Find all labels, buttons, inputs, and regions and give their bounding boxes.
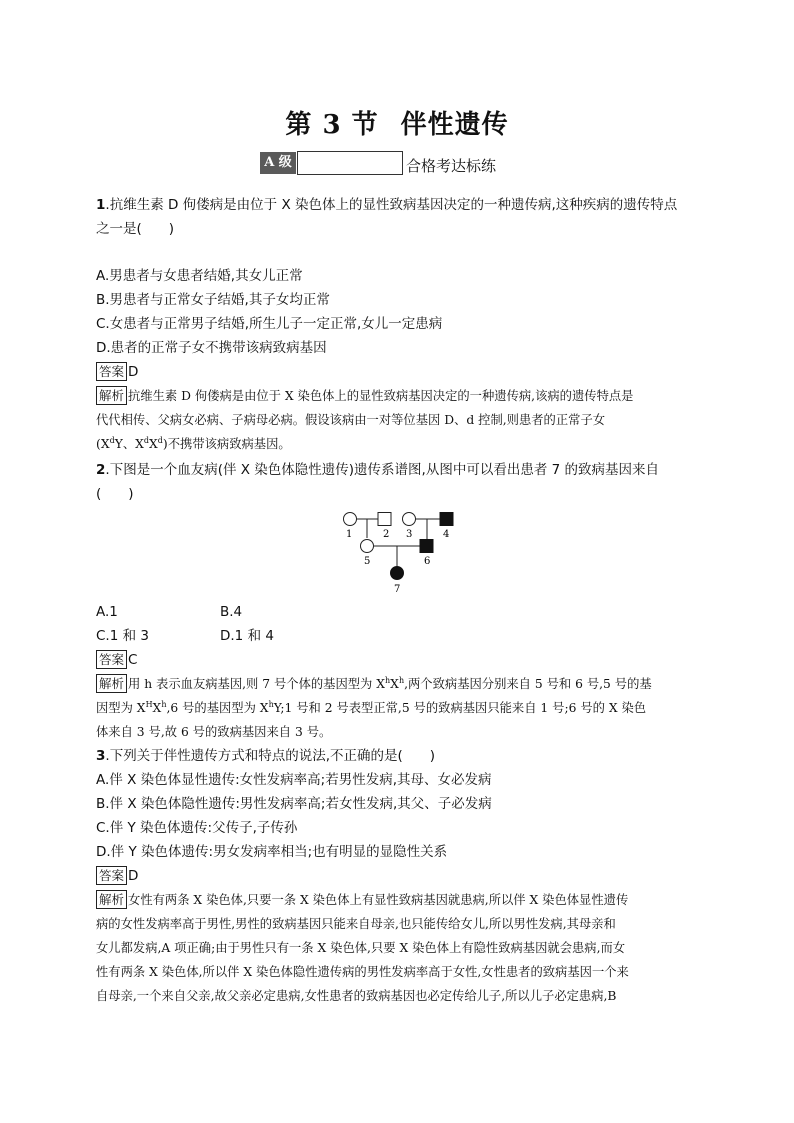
q1-analysis-line1: 解析 抗维生素 D 佝偻病是由位于 X 染色体上的显性致病基因决定的一种遗传病,该病的遗传特点是 [96, 384, 633, 408]
q3-option-c: C.伴 Y 染色体遗传:父传子,子传孙 [96, 820, 298, 836]
q3-option-b: B.伴 X 染色体隐性遗传:男性发病率高;若女性发病,其父、子必发病 [96, 796, 492, 812]
q1-answer [96, 360, 138, 384]
q2-option-c: C.1 和 3 [96, 628, 149, 644]
individual-7-female-affected [391, 567, 404, 580]
q3-number: 3 [96, 748, 106, 764]
q3-analysis-line3: 女儿都发病,A 项正确;由于男性只有一条 X 染色体,只要 X 染色体上有隐性致病基因就会患病,而女 [96, 941, 626, 955]
q1-option-b: B.男患者与正常女子结婚,其子女均正常 [96, 292, 330, 308]
individual-5-female-normal [361, 540, 374, 553]
q3-answer [96, 864, 138, 888]
q1-option-a: A.男患者与女患者结婚,其女儿正常 [96, 268, 303, 284]
q2-answer [96, 648, 137, 672]
q3-stem: 3.下列关于伴性遗传方式和特点的说法,不正确的是( ) [96, 748, 436, 764]
individual-4-male-affected [440, 513, 453, 526]
q2-stem-line1: 2.下图是一个血友病(伴 X 染色体隐性遗传)遗传系谱图,从图中可以看出患者 7 的致病基因来自 [96, 462, 660, 478]
q1-option-c: C.女患者与正常男子结婚,所生儿子一定正常,女儿一定患病 [96, 316, 443, 332]
pedigree-label-3: 3 [406, 529, 413, 540]
page-title [0, 104, 794, 141]
q2-option-b: B.4 [220, 604, 243, 620]
q2-analysis-line2: 因型为 $X^HX^h,6$ 号的基因型为 $X^hY;1$ 号和 2 号表型正常,5 号的致病基因只能来自 1 号;6 号的 X 染色 [96, 699, 647, 715]
q1-stem-line1: 1.抗维生素 D 佝偻病是由位于 X 染色体上的显性致病基因决定的一种遗传病,这种疾病的遗传特点 [96, 197, 678, 213]
q2-options-row2 [96, 624, 274, 648]
section-number: 第 3 节 [285, 110, 379, 140]
q1-analysis-line2: 代代相传、父病女必病、子病母必病。假设该病由一对等位基因 D、d 控制,则患者的正常子女 [96, 413, 606, 427]
q3-analysis-line1: 解析 女性有两条 X 染色体,只要一条 X 染色体上有显性致病基因就患病,所以伴 X 染色体显性遗传 [96, 888, 628, 912]
analysis-tag: 解析 [96, 674, 127, 693]
q3-analysis-line4: 性有两条 X 染色体,所以伴 X 染色体隐性遗传病的男性发病率高于女性,女性患者的致病基因一个来 [96, 965, 629, 979]
pedigree-label-7: 7 [394, 584, 401, 595]
q2-option-a: A.1 [96, 604, 118, 620]
analysis-tag: 解析 [96, 890, 127, 909]
q1-option-d: D.患者的正常子女不携带该病致病基因 [96, 340, 327, 356]
individual-3-female-normal [403, 513, 416, 526]
q1-stem-line2: 之一是( ) [96, 221, 175, 237]
q3-analysis-line5: 自母亲,一个来自父亲,故父亲必定患病,女性患者的致病基因也必定传给儿子,所以儿子必定患病,B [96, 989, 617, 1003]
answer-tag: 答案 [96, 362, 127, 381]
level-score-box [297, 151, 403, 175]
pedigree-label-4: 4 [443, 529, 450, 540]
pedigree-label-6: 6 [424, 556, 431, 567]
analysis-tag: 解析 [96, 386, 127, 405]
level-label: 合格考达标练 [406, 157, 497, 175]
q2-answer-value: C [128, 652, 138, 668]
pedigree-label-5: 5 [364, 556, 371, 567]
q1-analysis-line3: ($X^dY$、$X^dX^d$)不携带该病致病基因。 [96, 435, 291, 451]
level-tag: A 级 [260, 152, 296, 174]
q2-analysis-line3: 体来自 3 号,故 6 号的致病基因来自 3 号。 [96, 725, 332, 739]
section-name: 伴性遗传 [400, 110, 509, 140]
pedigree-diagram [336, 506, 466, 598]
pedigree-label-2: 2 [383, 529, 390, 540]
q2-option-d: D.1 和 4 [220, 628, 274, 644]
q3-option-d: D.伴 Y 染色体遗传:男女发病率相当;也有明显的显隐性关系 [96, 844, 448, 860]
q2-stem-line2: ( ) [96, 486, 134, 502]
q3-answer-value: D [128, 868, 139, 884]
q3-option-a: A.伴 X 染色体显性遗传:女性发病率高;若男性发病,其母、女必发病 [96, 772, 492, 788]
q3-analysis-line2: 病的女性发病率高于男性,男性的致病基因只能来自母亲,也只能传给女儿,所以男性发病,其母亲和 [96, 917, 616, 931]
q1-answer-value: D [128, 364, 139, 380]
q2-number: 2 [96, 462, 106, 478]
q2-options-row1 [96, 600, 243, 624]
individual-1-female-normal [344, 513, 357, 526]
q1-number: 1 [96, 197, 106, 213]
individual-6-male-affected [420, 540, 433, 553]
answer-tag: 答案 [96, 650, 127, 669]
individual-2-male-normal [378, 513, 391, 526]
pedigree-label-1: 1 [346, 529, 353, 540]
q2-analysis-line1: 解析 用 h 表示血友病基因,则 7 号个体的基因型为 $X^hX^h$,两个致病基因分别来自 5 号和 6 号,5 号的基 [96, 672, 652, 696]
answer-tag: 答案 [96, 866, 127, 885]
